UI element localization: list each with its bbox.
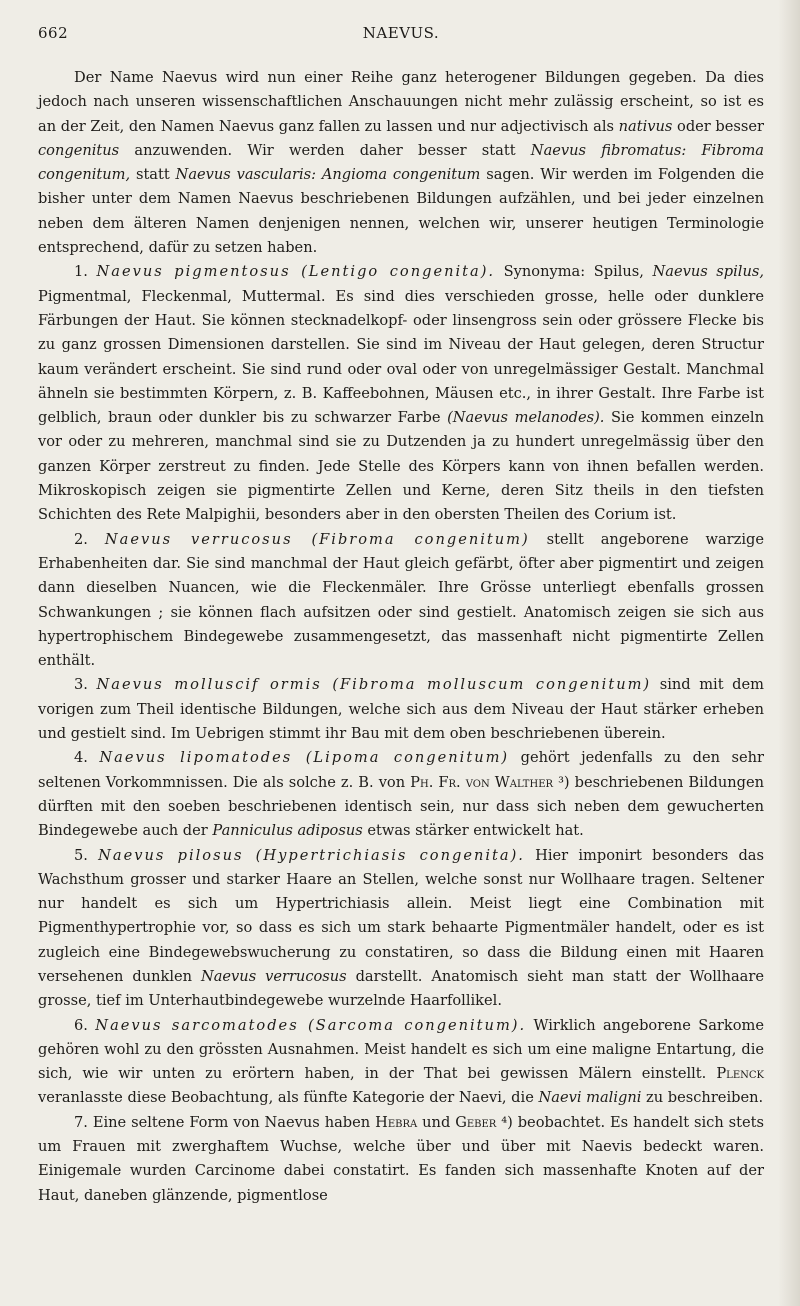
paragraph-p3 — [38, 673, 764, 746]
text-italic-term: Naevus fibromatus: Fibroma congenitum, — [38, 141, 764, 184]
text-author-name: Plenck — [716, 1065, 764, 1083]
text-italic-term: congenitus — [38, 141, 120, 159]
text-spaced-heading: Naevus verrucosus (Fibroma congenitum) — [104, 530, 530, 548]
paragraph-intro — [38, 66, 764, 260]
text-run: Der Name Naevus wird nun einer Reihe ganz heterogener Bildungen gegeben. Da dies jedoch nach unseren wissenschaftlichen Anschauungen nicht mehr zulässig erscheint, so ist es an der Zeit, den Namen Naevus ganz fallen zu lassen und nur adjectivisch als — [38, 69, 764, 135]
text-spaced-heading: Naevus sarcomatodes (Sarcoma congenitum). — [95, 1016, 527, 1034]
text-run: 3. — [74, 676, 97, 694]
text-run: ⁴) beobachtet. Es handelt sich stets um Frauen mit zwerghaftem Wuchse, welche über und über mit Naevis bedeckt waren. Einigemale wurden Carcinome dabei constatirt. Es fanden sich massenhafte Knoten auf der Haut, daneben glänzende, pigmentlose — [38, 1113, 764, 1204]
text-spaced-heading: Naevus pilosus (Hypertrichiasis congenita). — [98, 846, 525, 864]
text-author-name: Ph. Fr. von Walther — [410, 773, 554, 791]
text-run: und — [417, 1113, 456, 1131]
paragraph-p7 — [38, 1111, 764, 1208]
body-text — [38, 66, 764, 1208]
text-italic-term: Panniculus adiposus — [212, 822, 363, 840]
text-run: Sie kommen einzeln vor oder zu mehreren, manchmal sind sie zu Dutzenden ja zu hundert unregelmässig über den ganzen Körper zerstreut zu finden. Jede Stelle des Körpers kann von ihnen befallen werden. Mikroskopisch zeigen sie pigmentirte Zellen und Kerne, deren Sitz theils in den tiefsten Schichten des Rete Malpighii, besonders aber in den obersten Theilen des Corium ist. — [38, 409, 764, 524]
page-number: 662 — [38, 24, 69, 42]
text-run: veranlasste diese Beobachtung, als fünfte Kategorie der Naevi, die — [38, 1089, 539, 1107]
page-edge-shadow — [778, 0, 800, 1306]
text-run: Wirklich angeborene Sarkome gehören wohl zu den grössten Ausnahmen. Meist handelt es sich um eine maligne Entartung, die sich, wie wir unten zu erörtern haben, in der That bei gewissen Mälern einstellt. — [38, 1016, 764, 1083]
paragraph-p5 — [38, 844, 764, 1014]
page-header — [38, 24, 764, 52]
text-italic-term: Naevus spilus, — [652, 263, 764, 281]
text-run: gehört jedenfalls zu den sehr seltenen Vorkommnissen. Die als solche z. B. von — [38, 749, 764, 791]
paragraph-p2 — [38, 528, 764, 674]
text-run: zu beschreiben. — [641, 1089, 764, 1107]
text-run: 6. — [74, 1016, 96, 1034]
paragraph-p4 — [38, 746, 764, 843]
text-italic-term: Naevus vascularis: Angioma congenitum — [175, 166, 481, 184]
text-run: oder besser — [672, 117, 764, 135]
text-run: sind mit dem vorigen zum Theil identische Bildungen, welche sich aus dem Niveau der Haut stärker erheben und gestielt sind. Im Uebrigen stimmt ihr Bau mit dem oben beschriebenen überein. — [38, 676, 764, 743]
text-run: anzuwenden. Wir werden daher besser statt — [119, 141, 531, 159]
text-run: ³) beschriebenen Bildungen dürften mit den soeben beschriebenen identisch sein, nur dass sich neben dem gewucherten Bindegewebe auch der — [38, 773, 765, 840]
text-run: Synonyma: Spilus, — [495, 263, 653, 281]
text-italic-term: nativus — [618, 117, 673, 135]
text-author-name: Hebra — [375, 1113, 418, 1131]
paragraph-p6 — [38, 1014, 764, 1111]
text-italic-term: Naevi maligni — [538, 1089, 642, 1107]
text-italic-term: (Naevus melanodes). — [447, 409, 605, 427]
text-run: Pigmentmal, Fleckenmal, Muttermal. Es sind dies verschieden grosse, helle oder dunklere Färbungen der Haut. Sie können stecknadelkopf- oder linsengross sein oder grössere Flecke bis zu ganz grossen Dimensionen darstellen. Sie sind im Niveau der Haut gelegen, deren Structur kaum verändert erscheint. Sie sind rund oder oval oder von unregelmässiger Gestalt. Manchmal ähneln sie bestimmten Körpern, z. B. Kaffeebohnen, Mäusen etc., in ihrer Gestalt. Ihre Farbe ist gelblich, braun oder dunkler bis zu schwarzer Farbe — [38, 287, 764, 427]
text-run: Hier imponirt besonders das Wachsthum grosser und starker Haare an Stellen, welche sonst nur Wollhaare tragen. Seltener nur handelt es sich um Hypertrichiasis allein. Meist liegt eine Combination mit Pigmenthypertrophie vor, so dass es sich um stark behaarte Pigmentmäler handelt, oder es ist zugleich eine Bindegewebswucherung zu constatiren, so dass die Bildung einen mit Haaren versehenen dunklen — [38, 846, 764, 985]
text-run: etwas stärker entwickelt hat. — [362, 822, 584, 840]
text-run: 1. — [74, 263, 97, 281]
text-spaced-heading: Naevus molluscif ormis (Fibroma molluscum congenitum) — [96, 676, 652, 694]
text-author-name: Geber — [455, 1113, 497, 1131]
text-run: 2. — [74, 530, 105, 548]
text-run: statt — [130, 166, 176, 184]
text-run: stellt angeborene warzige Erhabenheiten dar. Sie sind manchmal der Haut gleich gefärbt, öfter aber pigmentirt und zeigen dann dieselben Nuancen, wie die Fleckenmäler. Ihre Grösse unterliegt ebenfalls grossen Schwankungen ; sie können flach aufsitzen oder sind gestielt. Anatomisch zeigen sie sich aus hypertrophischem Bindegewebe zusammengesetzt, das massenhaft nicht pigmentirte Zellen enthält. — [38, 530, 764, 670]
text-run: 7. Eine seltene Form von Naevus haben — [74, 1113, 376, 1131]
text-run: sagen. Wir werden im Folgenden die bisher unter dem Namen Naevus beschriebenen Bildungen aufzählen, und bei jeder einzelnen neben dem älteren Namen denjenigen nennen, welchen wir, unserer heutigen Terminologie entsprechend, dafür zu setzen haben. — [38, 166, 764, 257]
text-run: darstellt. Anatomisch sieht man statt der Wollhaare grosse, tief im Unterhautbindegewebe wurzelnde Haarfollikel. — [38, 967, 764, 1010]
text-run: 4. — [74, 749, 100, 767]
text-italic-term: Naevus verrucosus — [200, 967, 347, 985]
paragraph-p1 — [38, 260, 764, 527]
text-run: 5. — [74, 846, 99, 864]
text-spaced-heading: Naevus pigmentosus (Lentigo congenita). — [96, 263, 496, 281]
running-title: NAEVUS. — [362, 24, 440, 42]
text-spaced-heading: Naevus lipomatodes (Lipoma congenitum) — [99, 749, 510, 767]
